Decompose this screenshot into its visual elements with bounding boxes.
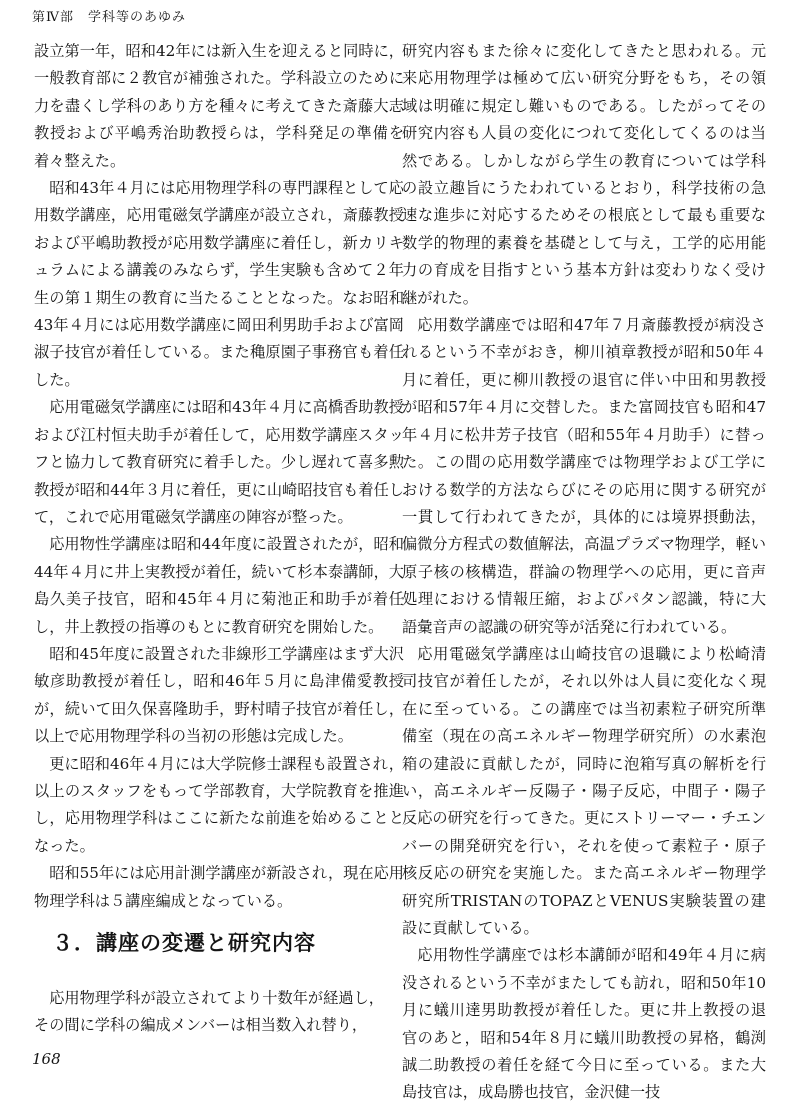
paragraph: 応用電磁気学講座は山崎技官の退職により松崎清司技官が着任したが，それ以外は人員に変化なく現在に至っている。この講座では当初素粒子研究所準備室（現在の高エネルギー物理学研究所）の水素泡箱の建設に貢献したが，同時に泡箱写真の解析を行い，高エネルギー反陽子・陽子反応，中間子・陽子反応の研究を行ってきた。更にストリーマー・チエンバーの開発研究を行い，それを使って素粒子・原子核反応の研究を実施した。また高エネルギー物理学研究所TRISTANのTOPAZとVENUS実験装置の建設に貢献している。 — [402, 644, 766, 937]
paragraph: 応用物性学講座は昭和44年度に設置されたが，昭和44年４月に井上実教授が着任，続いて杉本泰講師，大島久美子技官，昭和45年４月に菊池正和助手が着任し，井上教授の指導のもとに教育研究を開始した。 — [34, 535, 404, 636]
left-column — [34, 38, 404, 915]
page-number: 168 — [32, 1050, 61, 1068]
section-body — [34, 985, 384, 1040]
right-column — [402, 38, 766, 1107]
paragraph: 応用電磁気学講座には昭和43年４月に高橋香助教授および江村恒夫助手が着任して，応用数学講座スタッフと協力して教育研究に着手した。少し遅れて喜多勲教授が昭和44年３月に着任，更に山崎昭技官も着任して，これで応用電磁気学講座の陣容が整った。 — [34, 398, 405, 526]
paragraph: 設立第一年，昭和42年には新入生を迎えると同時に，一般教育部に２教官が補強された。学科設立のために力を盡くし学科のあり方を種々に考えてきた斎藤大志教授および平嶋秀治助教授らは，学科発足の準備を着々整えた。 — [34, 42, 404, 170]
paragraph: 応用数学講座では昭和47年７月斎藤教授が病没されるという不幸がおき，柳川禎章教授が昭和50年４月に着任，更に柳川教授の退官に伴い中田和男教授が昭和57年４月に交替した。また富岡技官も昭和47年４月に松井芳子技官（昭和55年４月助手）に替った。この間の応用数学講座では物理学および工学における数学的方法ならびにその応用に関する研究が一貫して行われてきたが，具体的には境界摂動法，偏微分方程式の数値解法，高温プラズマ物理学，軽い原子核の核構造，群論の物理学への応用，更に音声処理における情報圧縮，およびパタン認識，特に大語彙音声の認識の研究等が活発に行われている。 — [402, 316, 766, 636]
paragraph: 更に昭和46年４月には大学院修士課程も設置され，以上のスタッフをもって学部教育，大学院教育を推進し，応用物理学科はここに新たな前進を始めることとなった。 — [34, 754, 405, 855]
section-heading: ３．講座の変遷と研究内容 — [52, 931, 316, 955]
paragraph: 昭和45年度に設置された非線形工学講座はまず大沢敏彦助教授が着任し，昭和46年５月に島津備愛教授が，続いて田久保喜隆助手，野村晴子技官が着任し，以上で応用物理学科の当初の形態は完成した。 — [34, 644, 404, 746]
paragraph: 応用物理学科が設立されてより十数年が経過し，その間に学科の編成メンバーは相当数入れ替り， — [34, 989, 384, 1035]
running-header: 第Ⅳ部 学科等のあゆみ — [32, 10, 186, 25]
paragraph: 昭和55年には応用計測学講座が新設され，現在応用物理学科は５講座編成となっている。 — [34, 864, 404, 910]
paragraph: 昭和43年４月には応用物理学科の専門課程として応用数学講座，応用電磁気学講座が設立され，斎藤教授および平嶋助教授が応用数学講座に着任し，新カリキュラムによる講義のみならず，学生実験も含めて２年生の第１期生の教育に当たることとなった。なお昭和43年４月には応用数学講座に岡田利男助手および富岡淑子技官が着任している。また穐原園子事務官も着任した。 — [34, 179, 405, 389]
paragraph: 研究内容もまた徐々に変化してきたと思われる。元来応用物理学は極めて広い研究分野をもち，その領域は明確に規定し難いものである。したがってその研究内容も人員の変化につれて変化してくるのは当然である。しかしながら学生の教育については学科の設立趣旨にうたわれているとおり，科学技術の急速な進歩に対応するためその根底として最も重要な数学的物理的素養を基礎として与え，工学的応用能力の育成を目指すという基本方針は変わりなく受け継がれた。 — [402, 42, 766, 307]
paragraph: 応用物性学講座では杉本講師が昭和49年４月に病没されるという不幸がまたしても訪れ，昭和50年10月に蟻川達男助教授が着任した。更に井上教授の退官のあと，昭和54年８月に蟻川助教授の昇格，鶴渕誠二助教授の着任を経て今日に至っている。また大島技官は，成島勝也技官，金沢健一技 — [402, 946, 766, 1102]
